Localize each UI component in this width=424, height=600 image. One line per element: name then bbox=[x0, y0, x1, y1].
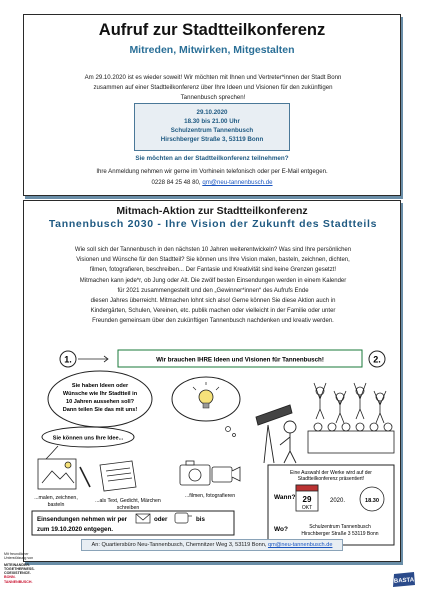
intro-line: Am 29.10.2020 ist es wieder soweit! Wir möchten mit Ihnen und Vertreter*innen der Stadt Bonn bbox=[84, 74, 342, 81]
calendar-day: 29 bbox=[302, 495, 312, 504]
event-date: 29.10.2020 bbox=[196, 109, 228, 116]
action-subtitle: Tannenbusch 2030 - Ihre Vision der Zukunft des Stadtteils bbox=[48, 218, 378, 230]
calendar-month: OKT bbox=[301, 505, 313, 511]
svg-text:2.: 2. bbox=[373, 354, 381, 365]
banner bbox=[118, 350, 362, 367]
caption-text: ...als Text, Gedicht, Märchen bbox=[95, 498, 161, 504]
sponsor-slogan: COEXISTENCE. bbox=[4, 571, 31, 576]
lightbulb-icon bbox=[172, 377, 240, 437]
email-link[interactable]: qm@neu-tannenbusch.de bbox=[202, 179, 273, 186]
svg-text:oder: oder bbox=[154, 516, 168, 523]
submission-box bbox=[32, 511, 234, 535]
svg-text:Sie haben Ideen oder: Sie haben Ideen oder bbox=[71, 383, 129, 389]
svg-text:Wünsche wie Ihr Stadtteil in: Wünsche wie Ihr Stadtteil in bbox=[62, 391, 138, 397]
sponsor-slogan: MITEINANDER. bbox=[4, 562, 30, 567]
svg-text:Wir brauchen IHRE Ideen und Vi: Wir brauchen IHRE Ideen und Visionen für Tannenbusch! bbox=[156, 356, 324, 364]
event-year: 2020. bbox=[330, 498, 346, 504]
svg-text:1.: 1. bbox=[64, 354, 72, 365]
envelope-icon bbox=[136, 514, 150, 523]
venue-address: Hirschberger Straße 3 53119 Bonn bbox=[301, 531, 379, 537]
sponsor-city: BONN. bbox=[4, 575, 16, 580]
participation-question: Sie möchten an der Stadtteilkonferenz teilnehmen? bbox=[135, 155, 289, 162]
registration-note: Ihre Anmeldung nehmen wir gerne im Vorhinein telefonisch oder per E-Mail entgegen. bbox=[96, 168, 328, 175]
address-bar bbox=[81, 539, 344, 551]
description-line: filmen, fotografieren, beschreiben... Der Fantasie und Kreativität sind keine Grenzen gesetzt! bbox=[89, 267, 337, 274]
camera-icon bbox=[180, 461, 240, 485]
action-box bbox=[23, 200, 401, 562]
address-text: An: Quartiersbüro Neu-Tannenbusch, Chemnitzer Weg 3, 53119 Bonn, bbox=[91, 542, 267, 548]
caption-text-2: schreiben bbox=[116, 505, 140, 511]
event-panel bbox=[268, 465, 394, 545]
svg-text:Einsendungen nehmen wir per: Einsendungen nehmen wir per bbox=[37, 516, 128, 523]
event-info-box bbox=[134, 103, 290, 151]
sponsor-line: Unterstützung von bbox=[4, 556, 34, 561]
phone-number: 0228 84 25 48 80, bbox=[151, 179, 201, 186]
idea-bubble bbox=[42, 427, 134, 459]
description-line: Mitmachen kann jede*r, ob Jung oder Alt. Die zwölf besten Einsendungen werden in einem Kalender bbox=[79, 277, 347, 284]
svg-text:bis: bis bbox=[196, 516, 205, 523]
event-venue: Schulzentrum Tannenbusch bbox=[170, 127, 254, 134]
sponsor-line: Mit freundlicher bbox=[4, 552, 29, 556]
invitation-subtitle: Mitreden, Mitwirken, Mitgestalten bbox=[129, 44, 295, 56]
venue-name: Schulzentrum Tannenbusch bbox=[309, 524, 371, 530]
basta-logo bbox=[392, 572, 416, 587]
action-description bbox=[30, 245, 396, 327]
svg-text:10 Jahren aussehen soll?: 10 Jahren aussehen soll? bbox=[65, 399, 135, 405]
description-line: Kindergärten, Schulen, Vereinen, etc. publik machen oder vielleicht in der Familie oder unter bbox=[90, 308, 336, 315]
sponsor-district: TANNENBUSCH. bbox=[4, 579, 33, 584]
event-address: Hirschberger Straße 3, 53119 Bonn bbox=[160, 136, 264, 143]
invitation-intro bbox=[38, 73, 388, 103]
description-line: Wie soll sich der Tannenbusch in den nächsten 10 Jahren weiterentwickeln? Was sind Ihre persönlichen bbox=[74, 247, 352, 253]
contact-line bbox=[24, 179, 400, 186]
caption-film: ...filmen, fotografieren bbox=[184, 493, 236, 499]
crowd-icon bbox=[308, 383, 394, 453]
sponsor-slogan: TOGETHERNESS. bbox=[4, 566, 35, 571]
illustration bbox=[28, 347, 398, 547]
where-label: Wo? bbox=[274, 526, 288, 533]
caption-draw-2: basteln bbox=[47, 502, 65, 508]
writing-icon bbox=[100, 461, 136, 491]
submission-address bbox=[24, 542, 400, 548]
intro-line: zusammen auf einer Stadtteilkonferenz über Ihre Ideen und Visionen für den zukünftigen bbox=[93, 84, 333, 91]
description-line: Visionen und Wünsche für den Stadtteil? Sie können uns Ihre Vision malen, basteln, zeichnen, dichten, bbox=[76, 257, 350, 264]
award-note-2: Stadtteilkonferenz präsentiert! bbox=[297, 476, 365, 482]
svg-text:zum 19.10.2020 entgegen.: zum 19.10.2020 entgegen. bbox=[37, 526, 114, 533]
intro-line: Tannenbusch sprechen! bbox=[180, 94, 246, 101]
svg-text:BASTA: BASTA bbox=[393, 577, 415, 585]
invitation-box bbox=[23, 14, 401, 196]
action-title: Mitmach-Aktion zur Stadtteilkonferenz bbox=[116, 205, 308, 217]
telescope-person-icon bbox=[256, 405, 296, 463]
when-label: Wann? bbox=[274, 494, 296, 501]
award-note: Eine Auswahl der Werke wird auf der bbox=[290, 470, 372, 476]
description-line: diesen Jahres überreicht. Mitmachen lohnt sich also! Gerne können Sie diese Aktion auch in bbox=[90, 298, 336, 305]
step-one-badge bbox=[60, 351, 108, 367]
footer-email-link[interactable]: qm@neu-tannenbusch.de bbox=[267, 542, 333, 548]
question-bubble bbox=[48, 371, 152, 427]
svg-text:Sie können uns Ihre Idee...: Sie können uns Ihre Idee... bbox=[52, 435, 124, 442]
clock-time: 18.30 bbox=[365, 498, 379, 504]
caption-draw: ...malen, zeichnen, bbox=[34, 495, 78, 501]
svg-text:Dann teilen Sie das mit uns!: Dann teilen Sie das mit uns! bbox=[62, 407, 138, 413]
description-line: Freunden gemeinsam über den zukünftigen Tannenbusch nachdenken und kreativ werden. bbox=[92, 318, 334, 325]
description-line: für 2021 zusammengestellt und den „Gewinner*innen“ des Aufrufs Ende bbox=[117, 287, 309, 294]
event-time: 18.30 bis 21.00 Uhr bbox=[184, 118, 240, 125]
invitation-title: Aufruf zur Stadtteilkonferenz bbox=[98, 21, 326, 39]
sponsor-note bbox=[4, 552, 64, 584]
drawing-icon bbox=[38, 459, 90, 489]
step-two-badge bbox=[369, 351, 385, 367]
